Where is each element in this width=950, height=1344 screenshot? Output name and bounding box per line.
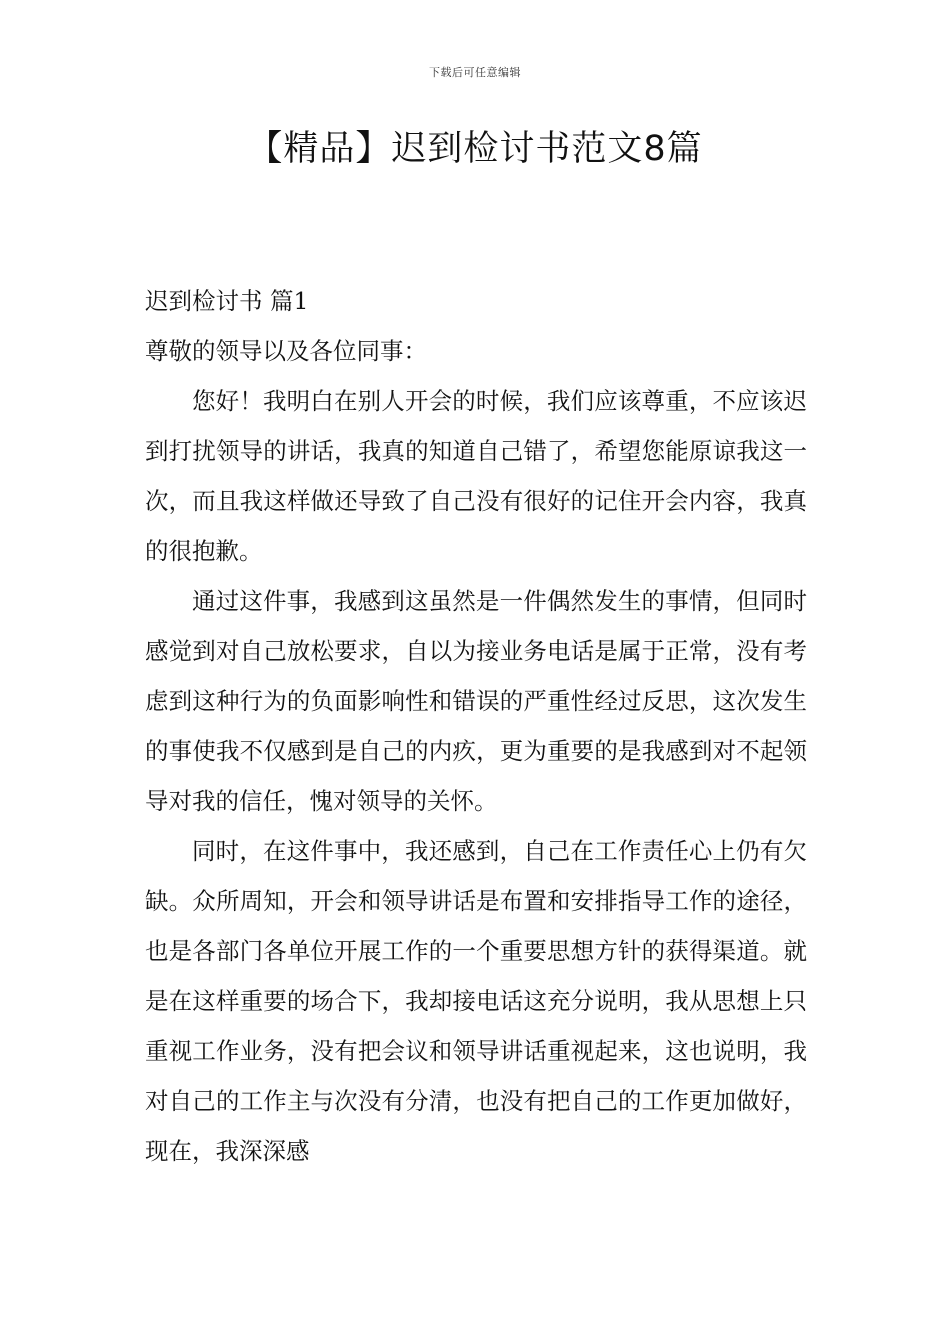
body-paragraph: 通过这件事，我感到这虽然是一件偶然发生的事情，但同时感觉到对自己放松要求，自以为接业务电话是属于正常，没有考虑到这种行为的负面影响性和错误的严重性经过反思，这次发生的事使我不仅感到是自己的内疚，更为重要的是我感到对不起领导对我的信任，愧对领导的关怀。 (145, 587, 807, 815)
document-title: 【精品】迟到检讨书范文8篇 (247, 129, 703, 169)
document-body (145, 276, 807, 1176)
body-paragraph: 您好！我明白在别人开会的时候，我们应该尊重，不应该迟到打扰领导的讲话，我真的知道自己错了，希望您能原谅我这一次，而且我这样做还导致了自己没有很好的记住开会内容，我真的很抱歉。 (145, 387, 807, 565)
body-paragraph: 同时，在这件事中，我还感到，自己在工作责任心上仍有欠缺。众所周知，开会和领导讲话是布置和安排指导工作的途径，也是各部门各单位开展工作的一个重要思想方针的获得渠道。就是在这样重要的场合下，我却接电话这充分说明，我从思想上只重视工作业务，没有把会议和领导讲话重视起来，这也说明，我对自己的工作主与次没有分清，也没有把自己的工作更加做好，现在，我深深感 (145, 837, 807, 1165)
section-heading: 迟到检讨书 篇1 (145, 287, 309, 315)
header-note: 下载后可任意编辑 (429, 66, 521, 79)
salutation: 尊敬的领导以及各位同事： (145, 337, 427, 365)
